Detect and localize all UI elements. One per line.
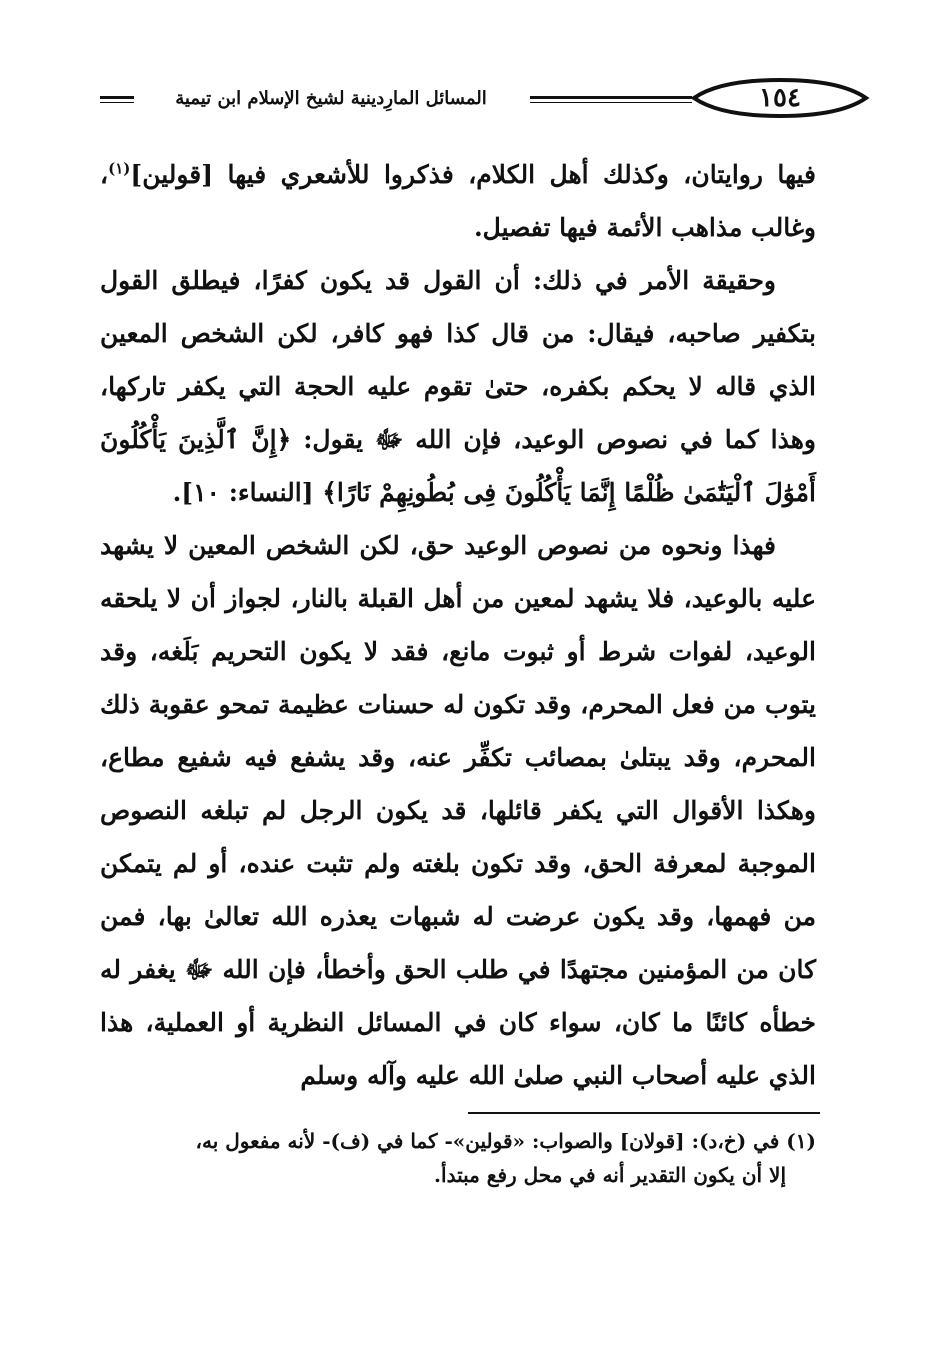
- paragraph-1-text-a: فيها روايتان، وكذلك أهل الكلام، فذكروا للأشعري فيها [قولين]: [130, 160, 816, 189]
- page-number-badge: [690, 78, 870, 118]
- paragraph-1: [100, 148, 816, 254]
- main-text: [100, 148, 816, 1102]
- running-title: المسائل المارِدينية لشيخ الإسلام ابن تيمية: [175, 88, 487, 109]
- header-rule-left-thin: [100, 102, 134, 103]
- paragraph-2-text: وحقيقة الأمر في ذلك: أن القول قد يكون كفرًا، فيطلق القول بتكفير صاحبه، فيقال: من قال كذا فهو كافر، لكن الشخص المعين الذي قاله لا يحكم بكفره، حتىٰ تقوم عليه الحجة التي يكفر تاركها، وهذا كما في نصوص الوعيد، فإن الله ﷻ يقول:: [100, 266, 817, 454]
- paragraph-3: فهذا ونحوه من نصوص الوعيد حق، لكن الشخص المعين لا يشهد عليه بالوعيد، فلا يشهد لمعين من أهل القبلة بالنار، لجواز أن لا يلحقه الوعيد، لفوات شرط أو ثبوت مانع، فقد لا يكون التحريم بَلَغه، وقد يتوب من فعل المحرم، وقد تكون له حسنات عظيمة تمحو عقوبة ذلك المحرم، وقد يبتلىٰ بمصائب تكفِّر عنه، وقد يشفع فيه شفيع مطاع، وهكذا الأقوال التي يكفر قائلها، قد يكون الرجل لم تبلغه النصوص الموجبة لمعرفة الحق، وقد تكون بلغته ولم تثبت عنده، أو لم يتمكن من فهمها، وقد يكون عرضت له شبهات يعذره الله تعالىٰ بها، فمن كان من المؤمنين مجتهدًا في طلب الحق وأخطأ، فإن الله ﷻ يغفر له خطأه كائنًا ما كان، سواء كان في المسائل النظرية أو العملية، هذا الذي عليه أصحاب النبي صلىٰ الله عليه وآله وسلم: [100, 531, 816, 1090]
- page-number: ١٥٤: [759, 83, 801, 113]
- footnote: [100, 1124, 816, 1192]
- footnote-line-1: (١) في (خ،د): [قولان] والصواب: «قولين»- كما في (ف)- لأنه مفعول به،: [195, 1129, 816, 1153]
- header-rule-left: [100, 96, 134, 99]
- footnote-marker: (١): [108, 159, 131, 178]
- header-rule-middle: [530, 96, 692, 99]
- paragraph-2: [100, 254, 816, 519]
- paragraph-1-text-b: ، وغالب مذاهب الأئمة فيها تفصيل.: [100, 160, 816, 242]
- quran-verse: ﴿إِنَّ ٱلَّذِينَ يَأْكُلُونَ أَمْوَٰلَ ٱلْيَتَٰمَىٰ ظُلْمًا إِنَّمَا يَأْكُلُونَ فِى بُطُونِهِمْ نَارًا﴾: [100, 425, 816, 507]
- verse-reference: [النساء: ١٠].: [172, 478, 323, 507]
- page-header: [100, 72, 816, 122]
- header-rule-middle-thin: [530, 102, 692, 103]
- footnote-separator: [468, 1112, 820, 1114]
- footnote-line-2: إلا أن يكون التقدير أنه في محل رفع مبتدأ.: [434, 1163, 786, 1187]
